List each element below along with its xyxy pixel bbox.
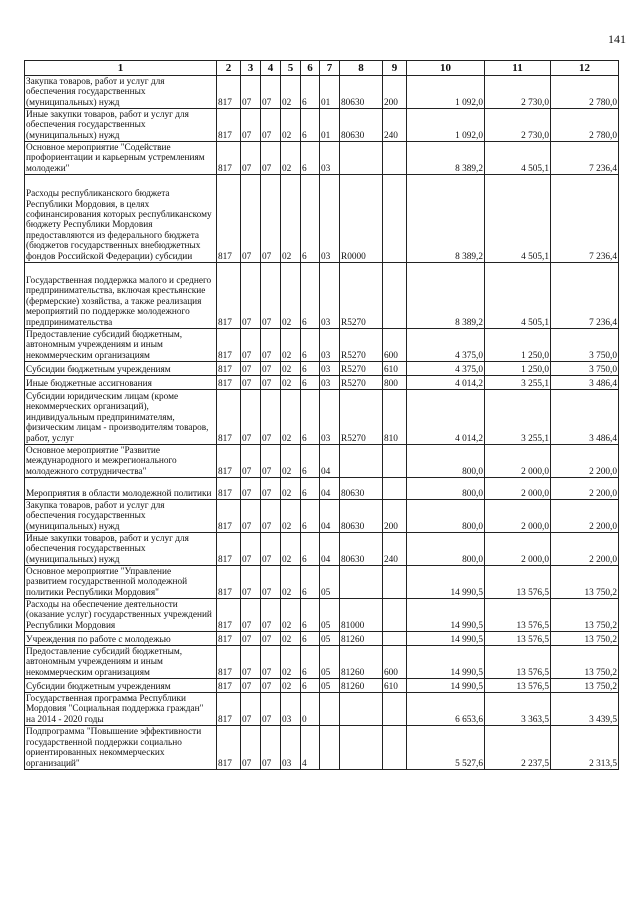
direction-cell bbox=[340, 445, 383, 478]
section-cell: 07 bbox=[241, 693, 261, 726]
table-row bbox=[25, 726, 619, 770]
description-cell: Закупка товаров, работ и услуг для обеспечения государственных (муниципальных) нужд bbox=[25, 76, 217, 109]
program-cell: 02 bbox=[281, 390, 301, 445]
program-cell: 02 bbox=[281, 646, 301, 679]
column-header-8: 8 bbox=[340, 61, 383, 76]
amount-2021-cell: 3 486,4 bbox=[551, 390, 619, 445]
admin-code-cell: 817 bbox=[217, 500, 241, 533]
amount-2019-cell: 8 389,2 bbox=[407, 175, 485, 263]
amount-2021-cell: 2 780,0 bbox=[551, 76, 619, 109]
admin-code-cell: 817 bbox=[217, 109, 241, 142]
table-row bbox=[25, 632, 619, 646]
admin-code-cell: 817 bbox=[217, 142, 241, 175]
section-cell: 07 bbox=[241, 175, 261, 263]
section-cell: 07 bbox=[241, 109, 261, 142]
amount-2019-cell: 6 653,6 bbox=[407, 693, 485, 726]
amount-2021-cell: 2 200,0 bbox=[551, 533, 619, 566]
column-header-4: 4 bbox=[261, 61, 281, 76]
amount-2019-cell: 14 990,5 bbox=[407, 599, 485, 632]
table-row bbox=[25, 329, 619, 362]
program-cell: 02 bbox=[281, 376, 301, 390]
amount-2019-cell: 14 990,5 bbox=[407, 679, 485, 693]
program-cell: 02 bbox=[281, 533, 301, 566]
section-cell: 07 bbox=[241, 646, 261, 679]
event-cell bbox=[320, 693, 340, 726]
amount-2021-cell: 13 750,2 bbox=[551, 599, 619, 632]
description-cell: Иные закупки товаров, работ и услуг для обеспечения государственных (муниципальных) нужд bbox=[25, 533, 217, 566]
subprogram-cell: 6 bbox=[301, 76, 320, 109]
expense-type-cell: 600 bbox=[383, 329, 407, 362]
subsection-cell: 07 bbox=[261, 109, 281, 142]
amount-2019-cell: 4 014,2 bbox=[407, 376, 485, 390]
subprogram-cell: 4 bbox=[301, 726, 320, 770]
column-header-6: 6 bbox=[301, 61, 320, 76]
event-cell: 01 bbox=[320, 109, 340, 142]
direction-cell bbox=[340, 693, 383, 726]
amount-2021-cell: 3 439,5 bbox=[551, 693, 619, 726]
description-cell: Субсидии бюджетным учреждениям bbox=[25, 362, 217, 376]
amount-2019-cell: 800,0 bbox=[407, 500, 485, 533]
description-cell: Закупка товаров, работ и услуг для обеспечения государственных (муниципальных) нужд bbox=[25, 500, 217, 533]
amount-2020-cell: 13 576,5 bbox=[485, 566, 551, 599]
amount-2020-cell: 2 730,0 bbox=[485, 109, 551, 142]
subprogram-cell: 6 bbox=[301, 533, 320, 566]
event-cell: 03 bbox=[320, 175, 340, 263]
expense-type-cell bbox=[383, 142, 407, 175]
column-header-11: 11 bbox=[485, 61, 551, 76]
event-cell: 04 bbox=[320, 533, 340, 566]
amount-2020-cell: 1 250,0 bbox=[485, 329, 551, 362]
subprogram-cell: 6 bbox=[301, 679, 320, 693]
program-cell: 02 bbox=[281, 478, 301, 500]
amount-2020-cell: 2 237,5 bbox=[485, 726, 551, 770]
direction-cell: 80630 bbox=[340, 500, 383, 533]
amount-2019-cell: 4 375,0 bbox=[407, 362, 485, 376]
subsection-cell: 07 bbox=[261, 142, 281, 175]
subsection-cell: 07 bbox=[261, 175, 281, 263]
amount-2020-cell: 3 255,1 bbox=[485, 390, 551, 445]
section-cell: 07 bbox=[241, 76, 261, 109]
table-row bbox=[25, 646, 619, 679]
description-cell: Государственная поддержка малого и среднего предпринимательства, включая крестьянские (фермерские) хозяйства, а также реализация мероприятий по поддержке молодежного предпринимательства bbox=[25, 263, 217, 329]
section-cell: 07 bbox=[241, 376, 261, 390]
table-row bbox=[25, 142, 619, 175]
description-cell: Основное мероприятие "Содействие профориентации и карьерным устремлениям молодежи" bbox=[25, 142, 217, 175]
table-row bbox=[25, 478, 619, 500]
admin-code-cell: 817 bbox=[217, 726, 241, 770]
direction-cell: 81000 bbox=[340, 599, 383, 632]
program-cell: 02 bbox=[281, 329, 301, 362]
event-cell: 04 bbox=[320, 500, 340, 533]
description-cell: Иные закупки товаров, работ и услуг для обеспечения государственных (муниципальных) нужд bbox=[25, 109, 217, 142]
column-header-9: 9 bbox=[383, 61, 407, 76]
description-cell: Подпрограмма "Повышение эффективности государственной поддержки социально ориентированных некоммерческих организаций" bbox=[25, 726, 217, 770]
admin-code-cell: 817 bbox=[217, 566, 241, 599]
event-cell: 03 bbox=[320, 329, 340, 362]
subsection-cell: 07 bbox=[261, 76, 281, 109]
expense-type-cell: 600 bbox=[383, 646, 407, 679]
event-cell bbox=[320, 726, 340, 770]
amount-2021-cell: 2 200,0 bbox=[551, 445, 619, 478]
direction-cell: 81260 bbox=[340, 632, 383, 646]
subsection-cell: 07 bbox=[261, 693, 281, 726]
expense-type-cell: 800 bbox=[383, 376, 407, 390]
section-cell: 07 bbox=[241, 533, 261, 566]
admin-code-cell: 817 bbox=[217, 445, 241, 478]
section-cell: 07 bbox=[241, 142, 261, 175]
program-cell: 02 bbox=[281, 599, 301, 632]
expense-type-cell bbox=[383, 478, 407, 500]
budget-table bbox=[24, 60, 619, 770]
direction-cell: R5270 bbox=[340, 390, 383, 445]
section-cell: 07 bbox=[241, 329, 261, 362]
subsection-cell: 07 bbox=[261, 362, 281, 376]
direction-cell bbox=[340, 566, 383, 599]
amount-2019-cell: 4 014,2 bbox=[407, 390, 485, 445]
admin-code-cell: 817 bbox=[217, 76, 241, 109]
subprogram-cell: 6 bbox=[301, 175, 320, 263]
column-header-10: 10 bbox=[407, 61, 485, 76]
amount-2021-cell: 2 200,0 bbox=[551, 478, 619, 500]
direction-cell bbox=[340, 726, 383, 770]
program-cell: 02 bbox=[281, 175, 301, 263]
amount-2019-cell: 14 990,5 bbox=[407, 646, 485, 679]
direction-cell: 80630 bbox=[340, 109, 383, 142]
program-cell: 02 bbox=[281, 362, 301, 376]
amount-2020-cell: 2 730,0 bbox=[485, 76, 551, 109]
column-header-2: 2 bbox=[217, 61, 241, 76]
amount-2021-cell: 3 750,0 bbox=[551, 362, 619, 376]
section-cell: 07 bbox=[241, 679, 261, 693]
amount-2019-cell: 800,0 bbox=[407, 533, 485, 566]
subsection-cell: 07 bbox=[261, 390, 281, 445]
admin-code-cell: 817 bbox=[217, 533, 241, 566]
expense-type-cell bbox=[383, 632, 407, 646]
table-row bbox=[25, 693, 619, 726]
section-cell: 07 bbox=[241, 566, 261, 599]
section-cell: 07 bbox=[241, 478, 261, 500]
amount-2021-cell: 2 780,0 bbox=[551, 109, 619, 142]
subprogram-cell: 0 bbox=[301, 693, 320, 726]
event-cell: 05 bbox=[320, 599, 340, 632]
description-cell: Субсидии юридическим лицам (кроме некоммерческих организаций), индивидуальным предпринимателям, физическим лицам - производителям товаров, работ, услуг bbox=[25, 390, 217, 445]
amount-2020-cell: 2 000,0 bbox=[485, 500, 551, 533]
header-row bbox=[25, 61, 619, 76]
section-cell: 07 bbox=[241, 445, 261, 478]
amount-2019-cell: 1 092,0 bbox=[407, 109, 485, 142]
direction-cell: R0000 bbox=[340, 175, 383, 263]
event-cell: 04 bbox=[320, 445, 340, 478]
subprogram-cell: 6 bbox=[301, 566, 320, 599]
subsection-cell: 07 bbox=[261, 533, 281, 566]
subprogram-cell: 6 bbox=[301, 376, 320, 390]
subsection-cell: 07 bbox=[261, 726, 281, 770]
amount-2019-cell: 8 389,2 bbox=[407, 142, 485, 175]
expense-type-cell: 610 bbox=[383, 679, 407, 693]
section-cell: 07 bbox=[241, 632, 261, 646]
admin-code-cell: 817 bbox=[217, 175, 241, 263]
section-cell: 07 bbox=[241, 390, 261, 445]
event-cell: 05 bbox=[320, 679, 340, 693]
amount-2021-cell: 7 236,4 bbox=[551, 175, 619, 263]
description-cell: Предоставление субсидий бюджетным, автономным учреждениям и иным некоммерческим организациям bbox=[25, 329, 217, 362]
amount-2019-cell: 14 990,5 bbox=[407, 632, 485, 646]
expense-type-cell: 610 bbox=[383, 362, 407, 376]
program-cell: 02 bbox=[281, 263, 301, 329]
program-cell: 02 bbox=[281, 445, 301, 478]
event-cell: 03 bbox=[320, 263, 340, 329]
table-row bbox=[25, 109, 619, 142]
expense-type-cell bbox=[383, 445, 407, 478]
table-row bbox=[25, 679, 619, 693]
admin-code-cell: 817 bbox=[217, 646, 241, 679]
direction-cell: 81260 bbox=[340, 646, 383, 679]
amount-2020-cell: 2 000,0 bbox=[485, 533, 551, 566]
description-cell: Мероприятия в области молодежной политики bbox=[25, 478, 217, 500]
amount-2021-cell: 3 750,0 bbox=[551, 329, 619, 362]
program-cell: 03 bbox=[281, 726, 301, 770]
table-row bbox=[25, 533, 619, 566]
program-cell: 02 bbox=[281, 679, 301, 693]
subprogram-cell: 6 bbox=[301, 646, 320, 679]
description-cell: Расходы на обеспечение деятельности (оказание услуг) государственных учреждений Республики Мордовия bbox=[25, 599, 217, 632]
subprogram-cell: 6 bbox=[301, 142, 320, 175]
expense-type-cell bbox=[383, 175, 407, 263]
subsection-cell: 07 bbox=[261, 263, 281, 329]
subprogram-cell: 6 bbox=[301, 362, 320, 376]
direction-cell: 80630 bbox=[340, 478, 383, 500]
table-row bbox=[25, 263, 619, 329]
table-row bbox=[25, 566, 619, 599]
amount-2019-cell: 4 375,0 bbox=[407, 329, 485, 362]
table-row bbox=[25, 362, 619, 376]
direction-cell: R5270 bbox=[340, 263, 383, 329]
amount-2021-cell: 13 750,2 bbox=[551, 646, 619, 679]
subsection-cell: 07 bbox=[261, 376, 281, 390]
table-row bbox=[25, 445, 619, 478]
admin-code-cell: 817 bbox=[217, 632, 241, 646]
subprogram-cell: 6 bbox=[301, 599, 320, 632]
expense-type-cell bbox=[383, 726, 407, 770]
program-cell: 02 bbox=[281, 566, 301, 599]
expense-type-cell: 200 bbox=[383, 76, 407, 109]
subprogram-cell: 6 bbox=[301, 329, 320, 362]
direction-cell bbox=[340, 142, 383, 175]
expense-type-cell bbox=[383, 693, 407, 726]
admin-code-cell: 817 bbox=[217, 478, 241, 500]
section-cell: 07 bbox=[241, 599, 261, 632]
subsection-cell: 07 bbox=[261, 632, 281, 646]
event-cell: 05 bbox=[320, 646, 340, 679]
admin-code-cell: 817 bbox=[217, 263, 241, 329]
direction-cell: R5270 bbox=[340, 362, 383, 376]
column-header-12: 12 bbox=[551, 61, 619, 76]
amount-2020-cell: 2 000,0 bbox=[485, 478, 551, 500]
event-cell: 03 bbox=[320, 376, 340, 390]
column-header-7: 7 bbox=[320, 61, 340, 76]
table-row bbox=[25, 599, 619, 632]
event-cell: 04 bbox=[320, 478, 340, 500]
amount-2019-cell: 14 990,5 bbox=[407, 566, 485, 599]
column-header-1: 1 bbox=[25, 61, 217, 76]
program-cell: 02 bbox=[281, 500, 301, 533]
amount-2020-cell: 13 576,5 bbox=[485, 646, 551, 679]
table-row bbox=[25, 376, 619, 390]
column-header-3: 3 bbox=[241, 61, 261, 76]
direction-cell: R5270 bbox=[340, 329, 383, 362]
table-row bbox=[25, 175, 619, 263]
amount-2021-cell: 13 750,2 bbox=[551, 632, 619, 646]
subprogram-cell: 6 bbox=[301, 390, 320, 445]
program-cell: 02 bbox=[281, 142, 301, 175]
table-row bbox=[25, 500, 619, 533]
direction-cell: R5270 bbox=[340, 376, 383, 390]
event-cell: 03 bbox=[320, 362, 340, 376]
amount-2019-cell: 1 092,0 bbox=[407, 76, 485, 109]
subprogram-cell: 6 bbox=[301, 445, 320, 478]
amount-2020-cell: 4 505,1 bbox=[485, 142, 551, 175]
amount-2019-cell: 800,0 bbox=[407, 445, 485, 478]
event-cell: 01 bbox=[320, 76, 340, 109]
amount-2021-cell: 13 750,2 bbox=[551, 679, 619, 693]
admin-code-cell: 817 bbox=[217, 679, 241, 693]
amount-2019-cell: 5 527,6 bbox=[407, 726, 485, 770]
program-cell: 02 bbox=[281, 632, 301, 646]
expense-type-cell: 810 bbox=[383, 390, 407, 445]
subprogram-cell: 6 bbox=[301, 478, 320, 500]
subsection-cell: 07 bbox=[261, 329, 281, 362]
page-number: 141 bbox=[608, 32, 626, 46]
amount-2021-cell: 7 236,4 bbox=[551, 263, 619, 329]
amount-2020-cell: 3 255,1 bbox=[485, 376, 551, 390]
program-cell: 02 bbox=[281, 109, 301, 142]
amount-2020-cell: 13 576,5 bbox=[485, 632, 551, 646]
amount-2020-cell: 2 000,0 bbox=[485, 445, 551, 478]
amount-2021-cell: 2 200,0 bbox=[551, 500, 619, 533]
section-cell: 07 bbox=[241, 263, 261, 329]
section-cell: 07 bbox=[241, 726, 261, 770]
subprogram-cell: 6 bbox=[301, 500, 320, 533]
description-cell: Предоставление субсидий бюджетным, автономным учреждениям и иным некоммерческим организациям bbox=[25, 646, 217, 679]
amount-2020-cell: 4 505,1 bbox=[485, 263, 551, 329]
subsection-cell: 07 bbox=[261, 445, 281, 478]
amount-2020-cell: 13 576,5 bbox=[485, 599, 551, 632]
program-cell: 03 bbox=[281, 693, 301, 726]
description-cell: Государственная программа Республики Мордовия "Социальная поддержка граждан" на 2014 - 2020 годы bbox=[25, 693, 217, 726]
expense-type-cell bbox=[383, 566, 407, 599]
section-cell: 07 bbox=[241, 362, 261, 376]
description-cell: Основное мероприятие "Управление развитием государственной молодежной политики Республики Мордовия" bbox=[25, 566, 217, 599]
description-cell: Учреждения по работе с молодежью bbox=[25, 632, 217, 646]
subprogram-cell: 6 bbox=[301, 263, 320, 329]
program-cell: 02 bbox=[281, 76, 301, 109]
subsection-cell: 07 bbox=[261, 679, 281, 693]
expense-type-cell: 240 bbox=[383, 109, 407, 142]
amount-2021-cell: 3 486,4 bbox=[551, 376, 619, 390]
description-cell: Основное мероприятие "Развитие международного и межрегионального молодежного сотрудничества" bbox=[25, 445, 217, 478]
direction-cell: 81260 bbox=[340, 679, 383, 693]
amount-2021-cell: 7 236,4 bbox=[551, 142, 619, 175]
subsection-cell: 07 bbox=[261, 500, 281, 533]
amount-2020-cell: 13 576,5 bbox=[485, 679, 551, 693]
event-cell: 05 bbox=[320, 632, 340, 646]
amount-2019-cell: 800,0 bbox=[407, 478, 485, 500]
event-cell: 03 bbox=[320, 390, 340, 445]
subsection-cell: 07 bbox=[261, 566, 281, 599]
amount-2020-cell: 4 505,1 bbox=[485, 175, 551, 263]
description-cell: Расходы республиканского бюджета Республики Мордовия, в целях софинансирования которых республиканскому бюджету Республики Мордовия предоставляются из федерального бюджета (бюджетов государственных внебюджетных фондов Российской Федерации) субсидии bbox=[25, 175, 217, 263]
subprogram-cell: 6 bbox=[301, 109, 320, 142]
direction-cell: 80630 bbox=[340, 533, 383, 566]
table-body bbox=[25, 76, 619, 770]
admin-code-cell: 817 bbox=[217, 599, 241, 632]
expense-type-cell bbox=[383, 599, 407, 632]
admin-code-cell: 817 bbox=[217, 693, 241, 726]
amount-2019-cell: 8 389,2 bbox=[407, 263, 485, 329]
description-cell: Иные бюджетные ассигнования bbox=[25, 376, 217, 390]
amount-2021-cell: 13 750,2 bbox=[551, 566, 619, 599]
table-row bbox=[25, 390, 619, 445]
amount-2020-cell: 1 250,0 bbox=[485, 362, 551, 376]
subsection-cell: 07 bbox=[261, 599, 281, 632]
amount-2021-cell: 2 313,5 bbox=[551, 726, 619, 770]
event-cell: 03 bbox=[320, 142, 340, 175]
expense-type-cell: 200 bbox=[383, 500, 407, 533]
subsection-cell: 07 bbox=[261, 646, 281, 679]
direction-cell: 80630 bbox=[340, 76, 383, 109]
subsection-cell: 07 bbox=[261, 478, 281, 500]
admin-code-cell: 817 bbox=[217, 376, 241, 390]
expense-type-cell: 240 bbox=[383, 533, 407, 566]
section-cell: 07 bbox=[241, 500, 261, 533]
subprogram-cell: 6 bbox=[301, 632, 320, 646]
admin-code-cell: 817 bbox=[217, 390, 241, 445]
amount-2020-cell: 3 363,5 bbox=[485, 693, 551, 726]
admin-code-cell: 817 bbox=[217, 362, 241, 376]
expense-type-cell bbox=[383, 263, 407, 329]
column-header-5: 5 bbox=[281, 61, 301, 76]
table-row bbox=[25, 76, 619, 109]
event-cell: 05 bbox=[320, 566, 340, 599]
description-cell: Субсидии бюджетным учреждениям bbox=[25, 679, 217, 693]
admin-code-cell: 817 bbox=[217, 329, 241, 362]
